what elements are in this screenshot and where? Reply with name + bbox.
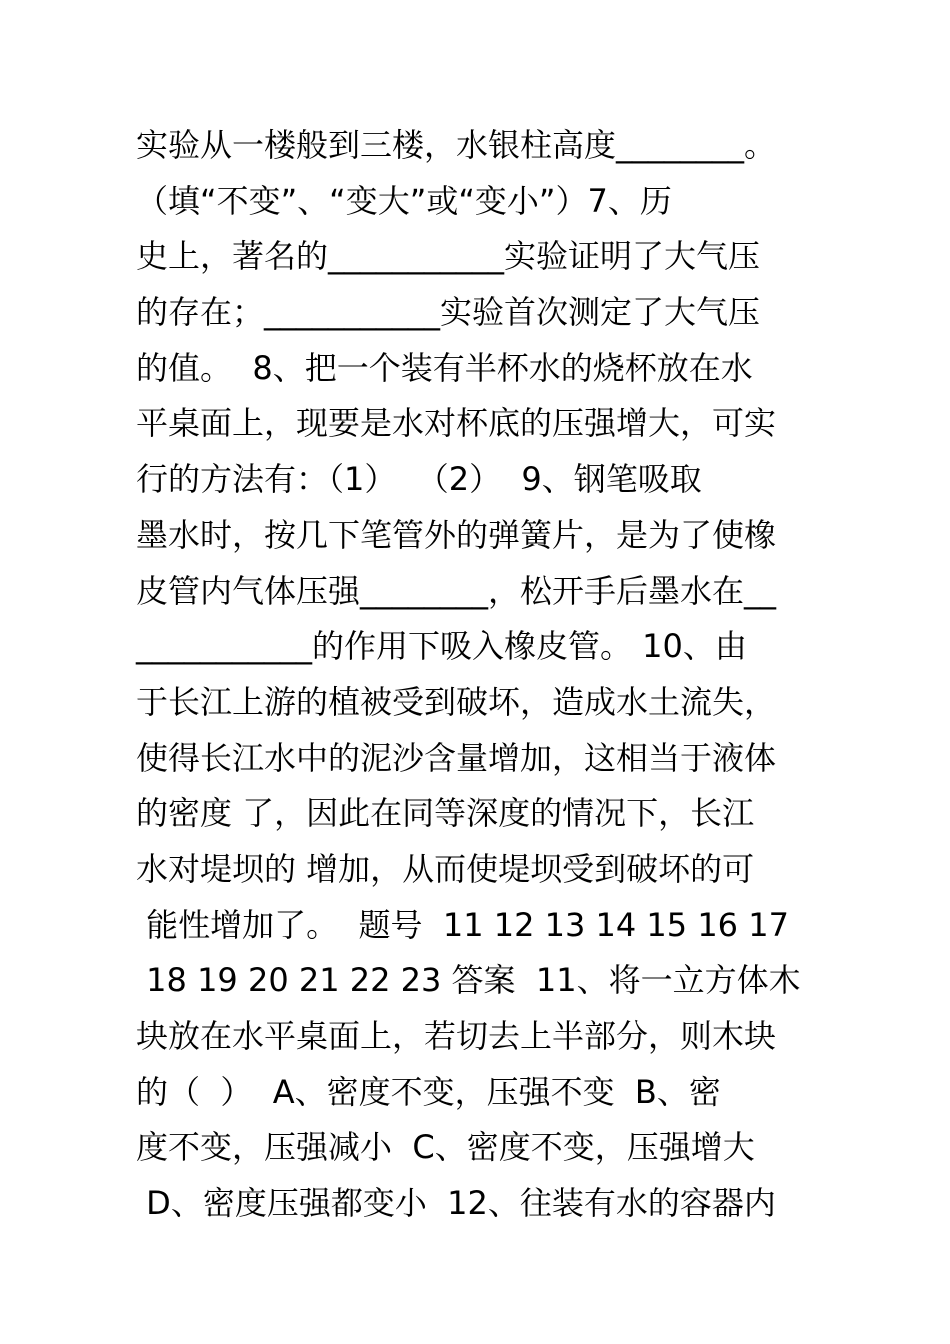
text-line: 度不变，压强减小 C、密度不变，压强增大 — [136, 1128, 755, 1167]
text-line: 皮管内气体压强________，松开手后墨水在__ — [136, 571, 777, 610]
text-line: 于长江上游的植被受到破坏，造成水土流失， — [136, 682, 777, 721]
text-line: ___________的作用下吸入橡皮管。 10、由 — [136, 627, 747, 666]
text-line: 的密度 了，因此在同等深度的情况下，长江 — [136, 794, 755, 833]
text-line: 水对堤坝的 增加，从而使堤坝受到破坏的可 — [136, 849, 755, 888]
text-line: 能性增加了。 题号 11 12 13 14 15 16 17 — [136, 905, 789, 944]
text-line: 墨水时，按几下笔管外的弹簧片，是为了使橡 — [136, 515, 777, 554]
text-line: 块放在水平桌面上，若切去上半部分，则木块 — [136, 1017, 777, 1055]
text-line: 平桌面上，现要是水对杯底的压强增大，可实 — [136, 404, 777, 443]
text-line: 实验从一楼般到三楼，水银柱高度________。 — [136, 126, 777, 164]
text-line: 使得长江水中的泥沙含量增加，这相当于液体 — [136, 738, 777, 777]
text-line: 行的方法有：（1） （2） 9、钢笔吸取 — [136, 460, 702, 499]
text-line: D、密度压强都变小 12、往装有水的容器内 — [136, 1184, 776, 1223]
document-text — [136, 118, 826, 1232]
text-line: （填“不变”、“变大”或“变小”）7、历 — [136, 181, 672, 220]
text-line: 18 19 20 21 22 23 答案 11、将一立方体木 — [136, 961, 801, 1000]
text-line: 的（ ） A、密度不变，压强不变 B、密 — [136, 1072, 721, 1111]
text-line: 的存在；___________实验首次测定了大气压 — [136, 293, 761, 332]
text-line: 的值。 8、把一个装有半杯水的烧杯放在水 — [136, 348, 753, 387]
text-line: 史上，著名的___________实验证明了大气压 — [136, 237, 761, 276]
